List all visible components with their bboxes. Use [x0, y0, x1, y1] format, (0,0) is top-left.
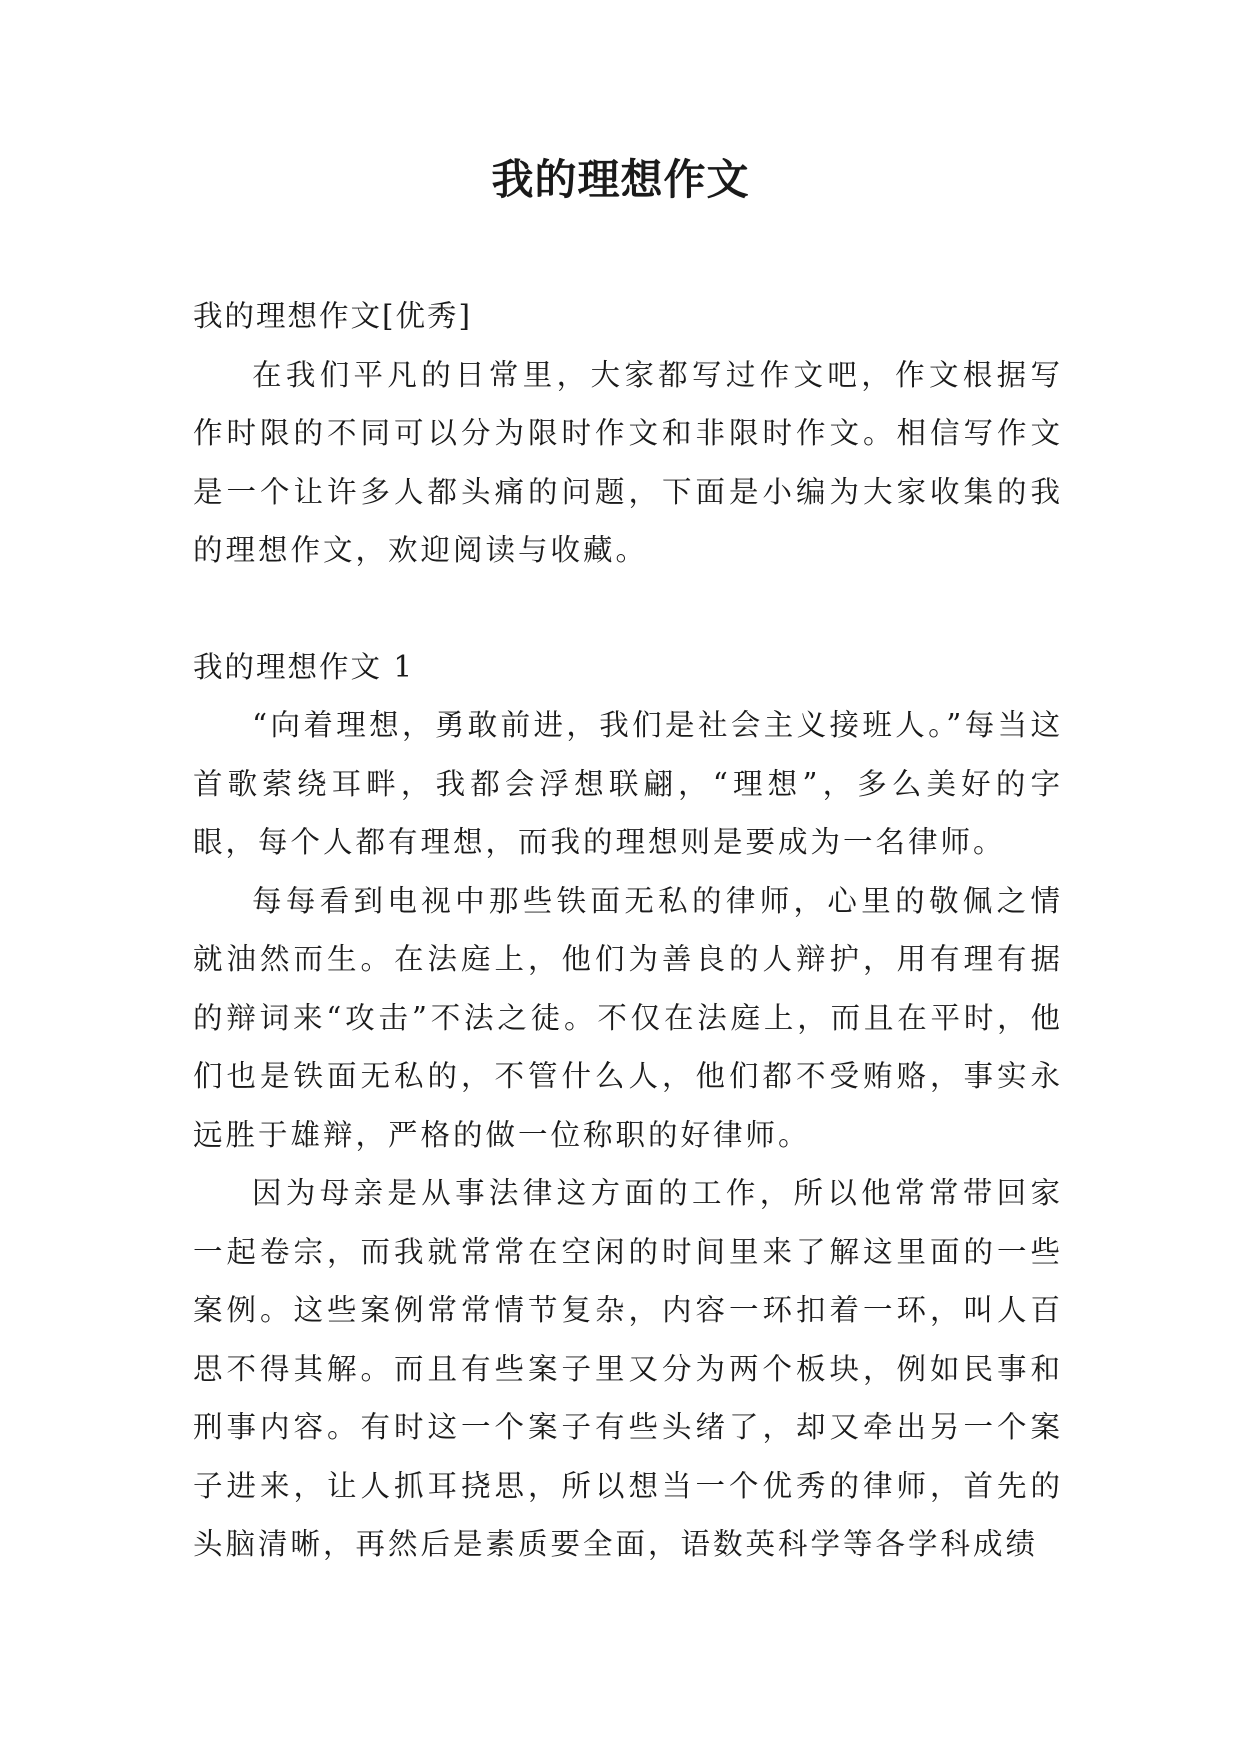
essay-1-paragraph-1: “向着理想，勇敢前进，我们是社会主义接班人。”每当这首歌萦绕耳畔，我都会浮想联翩，“理想”，多么美好的字眼，每个人都有理想，而我的理想则是要成为一名律师。: [193, 708, 1063, 859]
document-title: 我的理想作文: [491, 155, 750, 204]
section-spacer: [193, 580, 1063, 638]
essay-1-heading: 我的理想作文 1: [193, 649, 415, 684]
essay-1-paragraph-2: 每每看到电视中那些铁面无私的律师，心里的敬佩之情就油然而生。在法庭上，他们为善良的人辩护，用有理有据的辩词来“攻击”不法之徒。不仅在法庭上，而且在平时，他们也是铁面无私的，不管什么人，他们都不受贿赂，事实永远胜于雄辩，严格的做一位称职的好律师。: [193, 883, 1063, 1152]
document-body: [193, 287, 1063, 1574]
intro-paragraph: 在我们平凡的日常里，大家都写过作文吧，作文根据写作时限的不同可以分为限时作文和非限时作文。相信写作文是一个让许多人都头痛的问题，下面是小编为大家收集的我的理想作文，欢迎阅读与收藏。: [193, 357, 1063, 567]
essay-1-paragraph-3: 因为母亲是从事法律这方面的工作，所以他常常带回家一起卷宗，而我就常常在空闲的时间里来了解这里面的一些案例。这些案例常常情节复杂，内容一环扣着一环，叫人百思不得其解。而且有些案子里又分为两个板块，例如民事和刑事内容。有时这一个案子有些头绪了，却又牵出另一个案子进来，让人抓耳挠思，所以想当一个优秀的律师，首先的头脑清晰，再然后是素质要全面，语数英科学等各学科成绩: [193, 1176, 1063, 1561]
intro-heading: 我的理想作文[优秀]: [193, 299, 473, 333]
